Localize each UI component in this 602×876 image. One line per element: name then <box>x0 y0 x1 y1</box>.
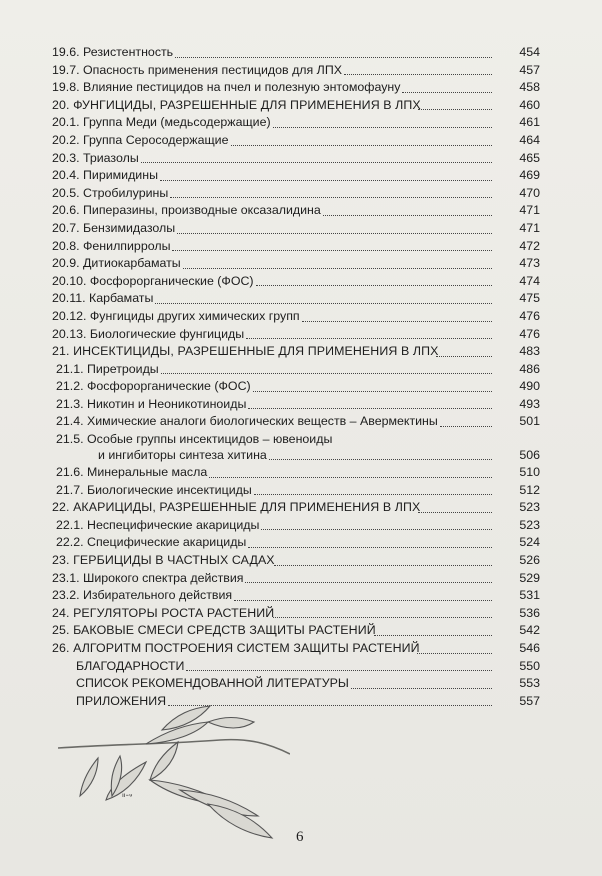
toc-entry-title: 22.2. Специфические акарициды <box>56 535 247 550</box>
dot-leader <box>177 233 492 234</box>
toc-page-number: 476 <box>519 308 540 323</box>
page-number: 6 <box>296 829 304 845</box>
toc-page-number: 493 <box>519 396 540 411</box>
dot-leader <box>248 547 492 548</box>
toc-entry <box>52 499 540 517</box>
toc-entry-title: 20.2. Группа Серосодержащие <box>52 132 229 147</box>
toc-page-number: 458 <box>519 80 540 95</box>
toc-page-number: 510 <box>519 465 540 480</box>
toc-entry-title-continued: и ингибиторы синтеза хитина <box>98 448 267 463</box>
toc-entry-title: 20.10. Фосфорорганические (ФОС) <box>52 273 254 288</box>
dot-leader <box>261 529 492 530</box>
toc-entry-title: 20.4. Пиримидины <box>52 168 158 183</box>
toc-page-number: 457 <box>519 62 540 77</box>
toc-entry-title: 23. ГЕРБИЦИДЫ В ЧАСТНЫХ САДАХ <box>52 553 275 568</box>
toc-entry <box>52 44 540 62</box>
toc-entry-title: 20.12. Фунгициды других химических групп <box>52 308 300 323</box>
toc-entry <box>52 255 540 273</box>
toc-entry <box>52 150 540 168</box>
dot-leader <box>344 74 492 75</box>
toc-entry <box>52 361 540 379</box>
dot-leader <box>231 145 493 146</box>
toc-entry <box>52 482 540 500</box>
dot-leader <box>209 477 492 478</box>
dot-leader <box>183 268 492 269</box>
toc-entry <box>52 290 540 308</box>
toc-page-number: 542 <box>519 623 540 638</box>
toc-entry-title: 20.13. Биологические фунгициды <box>52 326 245 341</box>
toc-entry-title: 20.1. Группа Меди (медьсодержащие) <box>52 115 271 130</box>
toc-entry-title: 22. АКАРИЦИДЫ, РАЗРЕШЕННЫЕ ДЛЯ ПРИМЕНЕНИЯ В ЛПХ <box>52 500 421 515</box>
toc-entry-title: 24. РЕГУЛЯТОРЫ РОСТА РАСТЕНИЙ <box>52 605 275 620</box>
toc-entry-title: 21.7. Биологические инсектициды <box>56 482 252 497</box>
toc-entry <box>52 202 540 220</box>
toc-entry-title: 20.3. Триазолы <box>52 150 139 165</box>
toc-entry <box>52 114 540 132</box>
toc-entry-title: 20.9. Дитиокарбаматы <box>52 256 181 271</box>
toc-page-number: 469 <box>519 168 540 183</box>
toc-page-number: 553 <box>519 676 540 691</box>
toc-page-number: 474 <box>519 273 540 288</box>
toc-page-number: 529 <box>519 570 540 585</box>
dot-leader <box>248 408 492 409</box>
svg-text:ᐦᐨᐡ: ᐦᐨᐡ <box>122 793 133 803</box>
toc-page-number: 473 <box>519 256 540 271</box>
toc-page-number: 470 <box>519 185 540 200</box>
dot-leader <box>269 459 492 460</box>
toc-entry <box>52 343 540 361</box>
toc-entry-title: 23.2. Избирательного действия <box>52 588 233 603</box>
toc-entry <box>52 640 540 658</box>
dot-leader <box>141 162 492 163</box>
toc-entry <box>52 605 540 623</box>
toc-entry-title: СПИСОК РЕКОМЕНДОВАННОЙ ЛИТЕРАТУРЫ <box>76 676 349 691</box>
dot-leader <box>245 582 492 583</box>
toc-entry <box>52 132 540 150</box>
toc-entry <box>52 220 540 238</box>
toc-entry-title: 19.8. Влияние пестицидов на пчел и полезную энтомофауну <box>52 80 401 95</box>
toc-entry-title: 19.6. Резистентность <box>52 45 174 59</box>
toc-entry <box>52 308 540 326</box>
toc-entry <box>52 517 540 535</box>
toc-entry <box>52 464 540 482</box>
dot-leader <box>351 688 492 689</box>
toc-page-number: 490 <box>519 379 540 394</box>
toc-entry-title: 22.1. Неспецифические акарициды <box>56 517 260 532</box>
dot-leader <box>417 653 492 654</box>
toc-page-number: 475 <box>519 291 540 306</box>
toc-page-number: 486 <box>519 361 540 376</box>
toc-page-number: 471 <box>519 220 540 235</box>
toc-entry-title: 20.11. Карбаматы <box>52 291 154 306</box>
toc-entry <box>52 570 540 588</box>
toc-entry <box>52 675 540 693</box>
toc-entry-title: 23.1. Широкого спектра действия <box>52 570 244 585</box>
toc-entry-title: 20.5. Стробилурины <box>52 185 169 200</box>
dot-leader <box>302 321 492 322</box>
toc-entry <box>52 587 540 605</box>
dot-leader <box>170 197 492 198</box>
dot-leader <box>175 57 492 58</box>
dot-leader <box>323 215 492 216</box>
toc-entry <box>52 552 540 570</box>
toc-entry-title: 20.6. Пиперазины, производные оксазалидина <box>52 203 321 218</box>
toc-entry-title: 19.7. Опасность применения пестицидов для ЛПХ <box>52 62 342 77</box>
toc-page-number: 476 <box>519 326 540 341</box>
toc-entry <box>52 431 540 464</box>
dot-leader <box>374 635 492 636</box>
dot-leader <box>253 391 492 392</box>
toc-entry <box>52 396 540 414</box>
toc-entry <box>52 534 540 552</box>
toc-entry <box>52 79 540 97</box>
toc-entry <box>52 413 540 431</box>
toc-page-number: 461 <box>519 115 540 130</box>
dot-leader <box>246 338 492 339</box>
toc-page-number: 454 <box>519 45 540 59</box>
toc-entry <box>52 185 540 203</box>
toc-entry-title: 21.1. Пиретроиды <box>56 361 159 376</box>
dot-leader <box>155 303 492 304</box>
dot-leader <box>274 565 492 566</box>
dot-leader <box>273 617 492 618</box>
toc-page-number: 557 <box>519 693 540 708</box>
toc-entry-title: 21.6. Минеральные масла <box>56 465 208 480</box>
toc-page-number: 506 <box>519 448 540 463</box>
toc-page-number: 531 <box>519 588 540 603</box>
dot-leader <box>234 600 492 601</box>
toc-page-number: 536 <box>519 605 540 620</box>
dot-leader <box>418 109 492 110</box>
dot-leader <box>273 127 492 128</box>
toc-entry-title: 26. АЛГОРИТМ ПОСТРОЕНИЯ СИСТЕМ ЗАЩИТЫ РАСТЕНИЙ <box>52 641 420 655</box>
toc-page-number: 464 <box>519 132 540 147</box>
dot-leader <box>172 250 492 251</box>
dot-leader <box>418 512 492 513</box>
toc-page-number: 523 <box>519 517 540 532</box>
toc-page-number: 546 <box>519 641 540 655</box>
toc-entry-title: 21.5. Особые группы инсектицидов – ювеноиды <box>56 432 333 447</box>
toc-entry <box>52 622 540 640</box>
dot-leader <box>186 670 492 671</box>
dot-leader <box>436 356 492 357</box>
toc-entry <box>52 97 540 115</box>
toc-page-number: 526 <box>519 553 540 568</box>
toc-entry <box>52 273 540 291</box>
dot-leader <box>161 373 492 374</box>
toc-entry-title: 25. БАКОВЫЕ СМЕСИ СРЕДСТВ ЗАЩИТЫ РАСТЕНИЙ <box>52 623 376 638</box>
toc-entry-title: 21. ИНСЕКТИЦИДЫ, РАЗРЕШЕННЫЕ ДЛЯ ПРИМЕНЕНИЯ В ЛПХ <box>52 344 439 359</box>
toc-entry <box>52 167 540 185</box>
dot-leader <box>256 285 492 286</box>
toc-page-number: 523 <box>519 500 540 515</box>
toc-page-number: 550 <box>519 658 540 673</box>
dot-leader <box>440 426 492 427</box>
toc-page-number: 483 <box>519 344 540 359</box>
toc-page-number: 501 <box>519 414 540 429</box>
dot-leader <box>402 92 492 93</box>
toc-entry <box>52 238 540 256</box>
toc-page-number: 465 <box>519 150 540 165</box>
toc-entry <box>52 658 540 676</box>
toc-page-number: 524 <box>519 535 540 550</box>
toc-page-number: 471 <box>519 203 540 218</box>
toc-page-number: 512 <box>519 482 540 497</box>
toc-entry-title: 20.7. Бензимидазолы <box>52 220 176 235</box>
toc-entry-title: 21.3. Никотин и Неоникотиноиды <box>56 396 247 411</box>
toc-entry <box>52 378 540 396</box>
toc-entry-title: 20. ФУНГИЦИДЫ, РАЗРЕШЕННЫЕ ДЛЯ ПРИМЕНЕНИЯ В ЛПХ <box>52 97 421 112</box>
toc-page-number: 472 <box>519 238 540 253</box>
toc-entry-title: ПРИЛОЖЕНИЯ <box>76 693 167 708</box>
table-of-contents <box>52 44 540 710</box>
toc-entry-title: 20.8. Фенилпирролы <box>52 238 171 253</box>
dot-leader <box>254 494 492 495</box>
toc-entry-title: БЛАГОДАРНОСТИ <box>76 658 185 673</box>
toc-entry-title: 21.2. Фосфорорганические (ФОС) <box>56 379 251 394</box>
dot-leader <box>160 180 492 181</box>
toc-entry <box>52 62 540 80</box>
toc-entry-title: 21.4. Химические аналоги биологических веществ – Авермектины <box>56 414 438 429</box>
toc-page-number: 460 <box>519 97 540 112</box>
toc-entry <box>52 326 540 344</box>
leaf-branch-icon <box>58 700 290 852</box>
